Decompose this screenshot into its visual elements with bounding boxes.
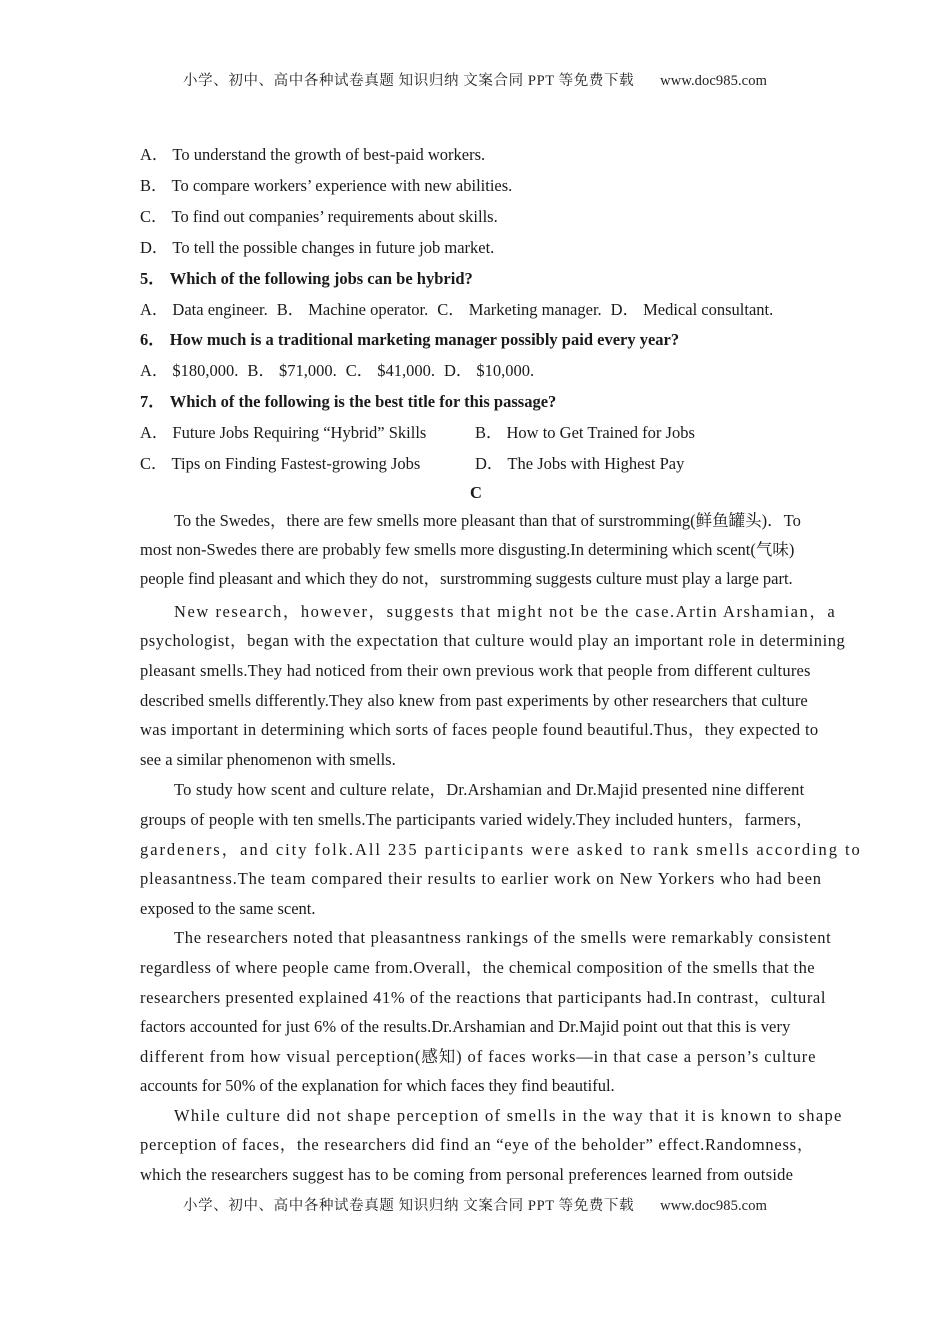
p3-line-5: exposed to the same scent. — [140, 899, 316, 918]
q4-option-b — [140, 178, 512, 195]
q6-option-b-text: $71,000. — [278, 361, 337, 380]
q6-option-c-text: $41,000. — [377, 361, 435, 380]
p5-line-2: perception of faces，the researchers did find an “eye of the beholder” effect.Randomness， — [140, 1135, 815, 1154]
q5-option-b-text: Machine operator. — [308, 300, 429, 319]
p4-line-1: The researchers noted that pleasantness rankings of the smells were remarkably consistent — [174, 928, 832, 947]
q4-option-c — [140, 209, 498, 226]
q4-option-a — [140, 147, 485, 164]
q5-option-a-text: Data engineer. — [172, 300, 268, 319]
p3-line-4: pleasantness.The team compared their results to earlier work on New Yorkers who had been — [140, 869, 822, 888]
q7-option-b — [475, 425, 695, 442]
question-7-text: Which of the following is the best title for this passage? — [169, 392, 557, 411]
q7-option-b-text: How to Get Trained for Jobs — [506, 423, 695, 442]
question-6-number: 6 ． — [140, 330, 165, 349]
question-6-stem — [140, 332, 679, 349]
q5-option-d-text: Medical consultant. — [643, 300, 774, 319]
q5-option-a-label: A ． — [140, 300, 168, 319]
question-7-number: 7 ． — [140, 392, 165, 411]
p3-line-3: gardeners，and city folk.All 235 participants were asked to rank smells according to — [140, 840, 862, 859]
q6-option-d-text: $10,000. — [476, 361, 535, 380]
p1-line-1: To the Swedes，there are few smells more pleasant than that of surstromming(鲜鱼罐头)．To — [174, 511, 801, 530]
q7-option-a-label: A ． — [140, 425, 168, 442]
q6-option-b-label: B ． — [247, 361, 275, 380]
p2-line-4: described smells differently.They also knew from past experiments by other researchers that culture — [140, 691, 808, 710]
question-5-text: Which of the following jobs can be hybrid? — [169, 269, 473, 288]
question-7-stem — [140, 394, 556, 411]
section-letter-c: C — [470, 483, 482, 502]
p2-line-6: see a similar phenomenon with smells. — [140, 750, 396, 769]
q5-option-c-label: C ． — [437, 300, 465, 319]
p1-line-2: most non-Swedes there are probably few smells more disgusting.In determining which scent(气味) — [140, 540, 795, 559]
q7-option-a-text: Future Jobs Requiring “Hybrid” Skills — [172, 423, 427, 442]
question-7-options-row-1 — [140, 425, 812, 442]
question-6-options — [140, 363, 534, 380]
q4-option-d — [140, 240, 494, 257]
question-7-options-row-2 — [140, 456, 812, 473]
q6-option-d-label: D ． — [444, 361, 472, 380]
q7-option-a — [140, 425, 475, 442]
q6-option-a-text: $180,000. — [172, 361, 239, 380]
p5-line-3: which the researchers suggest has to be coming from personal preferences learned from outside — [140, 1165, 794, 1184]
p2-line-1: New research，however，suggests that might not be the case.Artin Arshamian，a — [174, 602, 837, 621]
p4-line-2: regardless of where people came from.Overall，the chemical composition of the smells that the — [140, 958, 816, 977]
header-watermark-chinese: 小学、初中、高中各种试卷真题 知识归纳 文案合同 PPT 等免费下载 — [183, 73, 635, 89]
p4-line-6: accounts for 50% of the explanation for which faces they find beautiful. — [140, 1076, 615, 1095]
q4-option-c-text: To find out companies’ requirements about skills. — [171, 207, 498, 226]
p2-line-2: psychologist，began with the expectation that culture would play an important role in determining — [140, 631, 846, 650]
question-5-options — [140, 302, 773, 319]
p2-line-5: was important in determining which sorts of faces people found beautiful.Thus，they expected to — [140, 720, 819, 739]
question-5-stem — [140, 271, 473, 288]
q5-option-d-label: D ． — [611, 300, 639, 319]
question-6-text: How much is a traditional marketing manager possibly paid every year? — [169, 330, 680, 349]
q6-option-c-label: C ． — [346, 361, 374, 380]
question-5-number: 5 ． — [140, 269, 165, 288]
p5-line-1: While culture did not shape perception of smells in the way that it is known to shape — [174, 1106, 843, 1125]
header-watermark — [0, 69, 950, 90]
p3-line-2: groups of people with ten smells.The participants varied widely.They included hunters，farmers， — [140, 810, 813, 829]
q7-option-d-text: The Jobs with Highest Pay — [507, 454, 685, 473]
p3-line-1: To study how scent and culture relate，Dr.Arshamian and Dr.Majid presented nine different — [174, 780, 805, 799]
q7-option-d — [475, 456, 684, 473]
p1-line-3: people find pleasant and which they do not，surstromming suggests culture must play a large part. — [140, 569, 793, 588]
q4-option-c-label: C ． — [140, 209, 168, 226]
p4-line-3: researchers presented explained 41% of the reactions that participants had.In contrast，cultural — [140, 988, 827, 1007]
q7-option-b-label: B ． — [475, 425, 503, 442]
p2-line-3: pleasant smells.They had noticed from their own previous work that people from different cultures — [140, 661, 811, 680]
q7-option-c-label: C ． — [140, 456, 168, 473]
footer-watermark — [0, 1194, 950, 1215]
q5-option-c-text: Marketing manager. — [468, 300, 602, 319]
q4-option-b-label: B ． — [140, 178, 168, 195]
q4-option-d-text: To tell the possible changes in future job market. — [172, 238, 495, 257]
footer-watermark-chinese: 小学、初中、高中各种试卷真题 知识归纳 文案合同 PPT 等免费下载 — [183, 1198, 635, 1214]
footer-watermark-url: www.doc985.com — [660, 1198, 767, 1214]
header-watermark-url: www.doc985.com — [660, 73, 767, 89]
q7-option-d-label: D ． — [475, 456, 503, 473]
p4-line-4: factors accounted for just 6% of the results.Dr.Arshamian and Dr.Majid point out that this is very — [140, 1017, 791, 1036]
p4-line-5: different from how visual perception(感知) of faces works—in that case a person’s culture — [140, 1047, 817, 1066]
q7-option-c-text: Tips on Finding Fastest-growing Jobs — [171, 454, 421, 473]
q4-option-a-text: To understand the growth of best-paid workers. — [172, 145, 486, 164]
q4-option-a-label: A ． — [140, 147, 168, 164]
q4-option-b-text: To compare workers’ experience with new abilities. — [171, 176, 513, 195]
q7-option-c — [140, 456, 475, 473]
q5-option-b-label: B ． — [277, 300, 305, 319]
q4-option-d-label: D ． — [140, 240, 168, 257]
q6-option-a-label: A ． — [140, 361, 168, 380]
